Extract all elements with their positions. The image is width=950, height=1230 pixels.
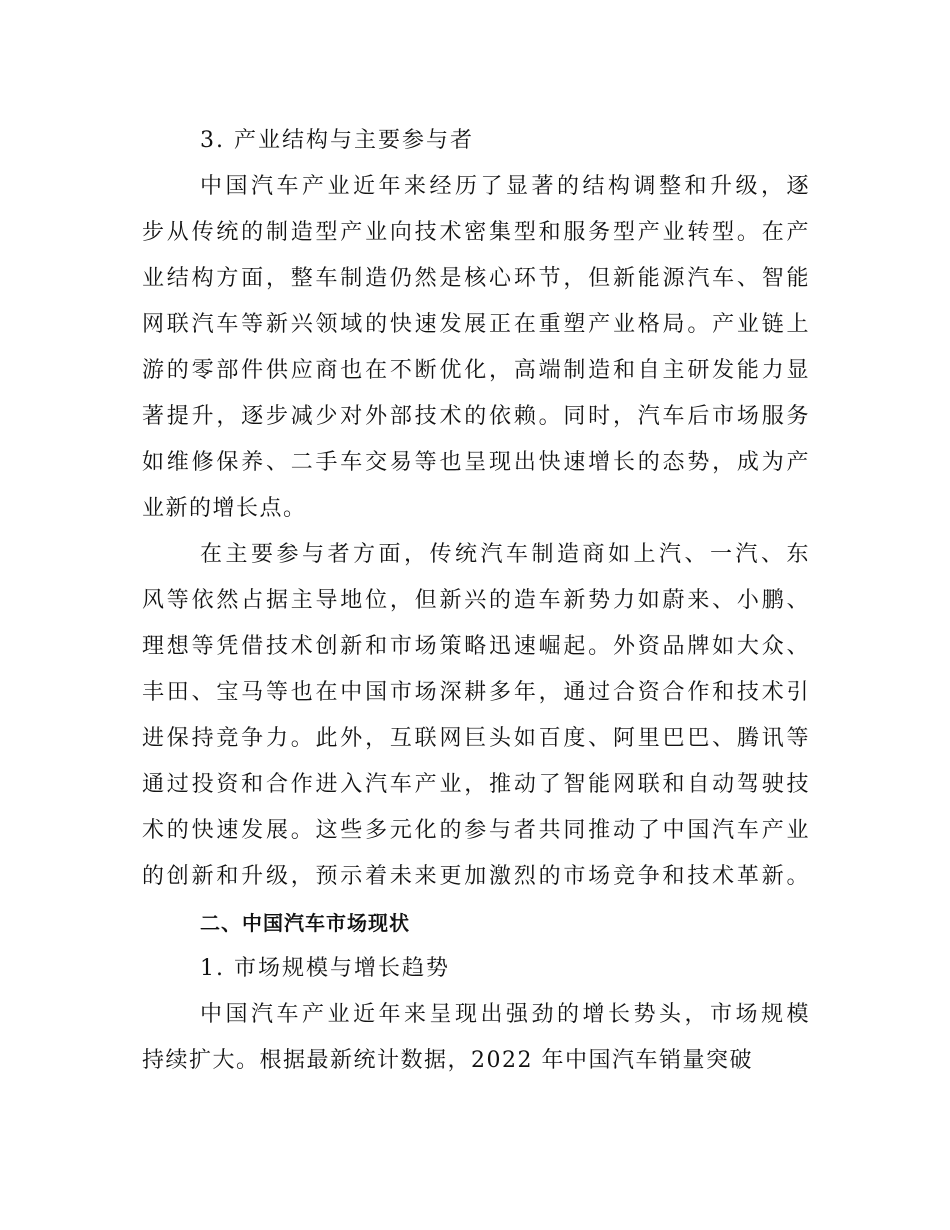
text-line: 丰田、宝马等也在中国市场深耕多年，通过合资合作和技术引 <box>142 680 810 705</box>
paragraph-industry-structure <box>142 164 810 532</box>
text-line: 理想等凭借技术创新和市场策略迅速崛起。外资品牌如大众、 <box>142 634 810 659</box>
text-line: 游的零部件供应商也在不断优化，高端制造和自主研发能力显 <box>142 358 810 383</box>
text-line: 在主要参与者方面，传统汽车制造商如上汽、一汽、东 <box>200 542 810 567</box>
text-line: 中国汽车产业近年来呈现出强劲的增长势头，市场规模 <box>200 1002 810 1027</box>
text-line: 持续扩大。根据最新统计数据，2022 年中国汽车销量突破 <box>142 1048 753 1073</box>
section-heading: 1. 市场规模与增长趋势 <box>200 956 450 981</box>
document-page <box>142 118 810 1084</box>
section-heading: 3. 产业结构与主要参与者 <box>200 128 474 153</box>
text-line: 业结构方面，整车制造仍然是核心环节，但新能源汽车、智能 <box>142 266 810 291</box>
text-line: 通过投资和合作进入汽车产业，推动了智能网联和自动驾驶技 <box>142 772 810 797</box>
text-line: 如维修保养、二手车交易等也呈现出快速增长的态势，成为产 <box>142 450 810 475</box>
text-line: 步从传统的制造型产业向技术密集型和服务型产业转型。在产 <box>142 220 810 245</box>
text-line: 术的快速发展。这些多元化的参与者共同推动了中国汽车产业 <box>142 818 810 843</box>
text-line: 业新的增长点。 <box>142 496 307 521</box>
text-line: 进保持竞争力。此外，互联网巨头如百度、阿里巴巴、腾讯等 <box>142 726 810 751</box>
text-line: 著提升，逐步减少对外部技术的依赖。同时，汽车后市场服务 <box>142 404 810 429</box>
text-line: 的创新和升级，预示着未来更加激烈的市场竞争和技术革新。 <box>142 864 810 889</box>
chapter-heading: 二、中国汽车市场现状 <box>200 911 410 935</box>
text-line: 风等依然占据主导地位，但新兴的造车新势力如蔚来、小鹏、 <box>142 588 810 613</box>
text-line: 网联汽车等新兴领域的快速发展正在重塑产业格局。产业链上 <box>142 312 810 337</box>
text-line: 中国汽车产业近年来经历了显著的结构调整和升级，逐 <box>200 174 810 199</box>
paragraph-market-scale <box>142 992 810 1084</box>
paragraph-participants <box>142 532 810 900</box>
